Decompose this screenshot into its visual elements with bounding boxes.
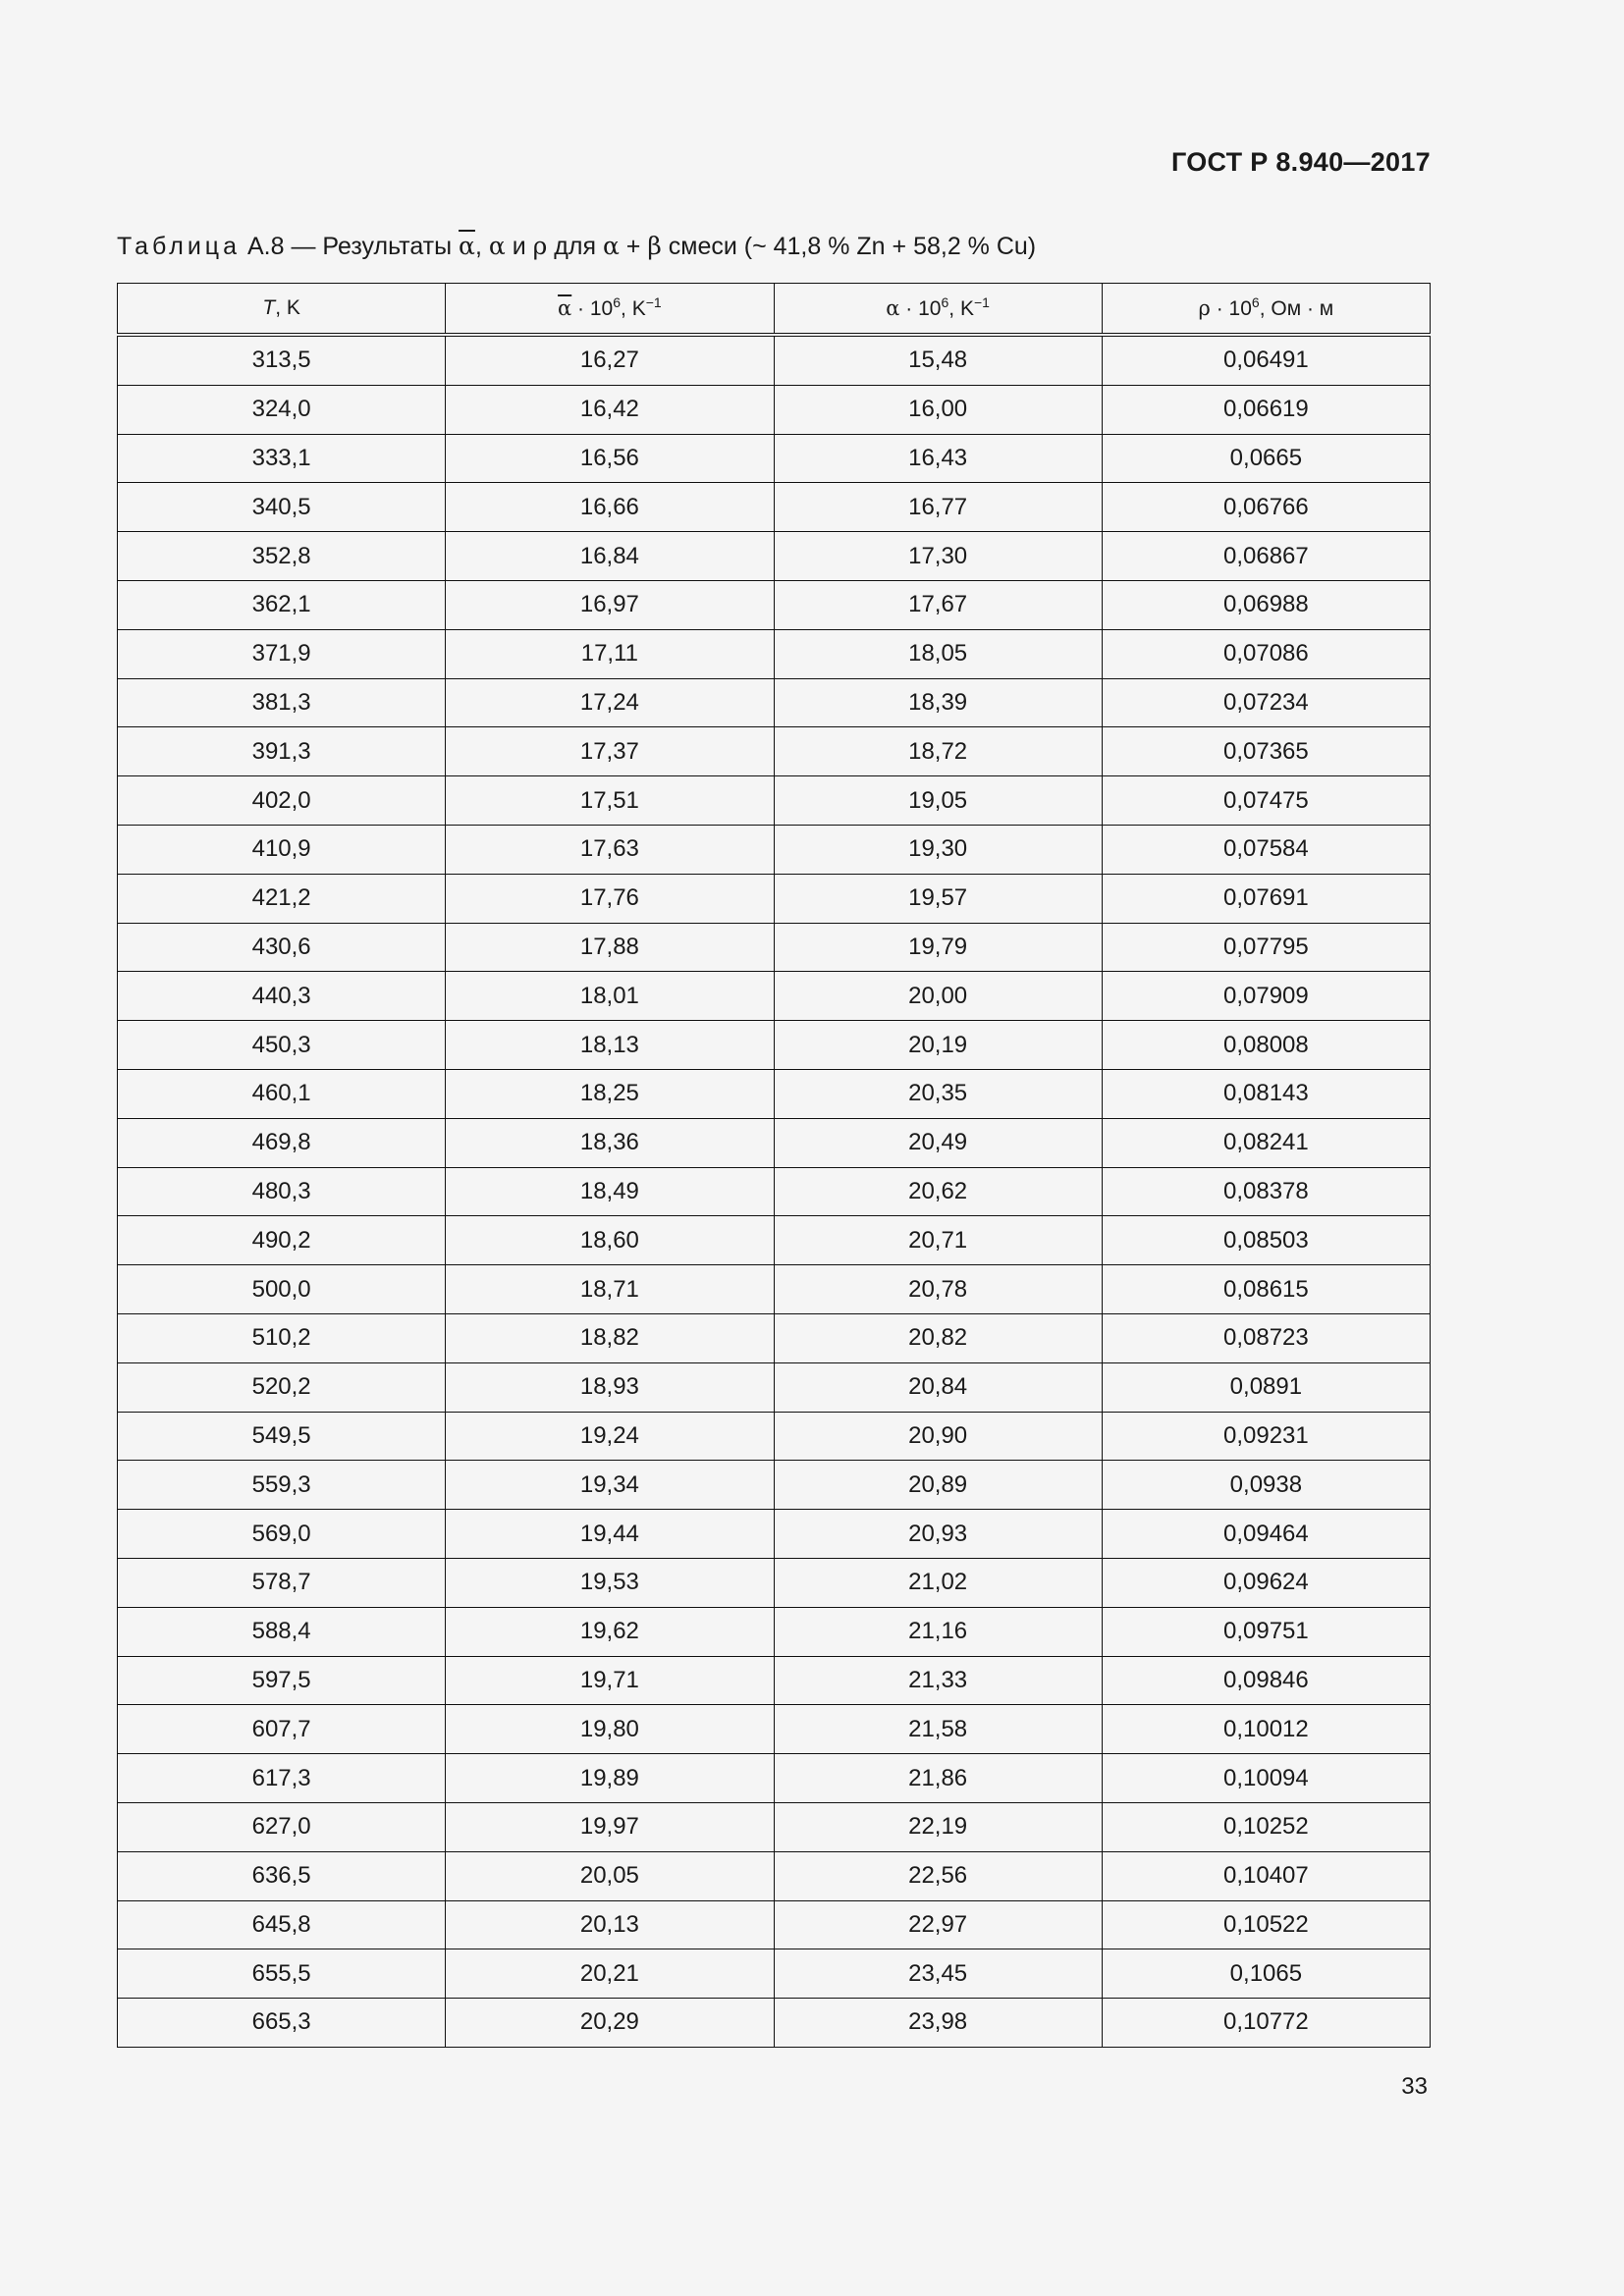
- cell-alpha: 20,62: [774, 1167, 1102, 1216]
- cell-alpha-mean: 19,89: [446, 1754, 774, 1803]
- header-alpha-mean-symbol: $\overline{\alpha}$: [558, 295, 572, 320]
- cell-alpha-mean: 19,97: [446, 1802, 774, 1851]
- table-row: [118, 1118, 1431, 1167]
- cell-alpha-mean: 17,88: [446, 923, 774, 972]
- cell-temperature: 450,3: [118, 1021, 446, 1070]
- cell-rho: 0,07365: [1102, 727, 1430, 776]
- table-row: [118, 1412, 1431, 1461]
- cell-alpha-mean: 19,62: [446, 1607, 774, 1656]
- cell-alpha: 20,35: [774, 1069, 1102, 1118]
- cell-alpha: 16,00: [774, 385, 1102, 434]
- cell-rho: 0,10252: [1102, 1802, 1430, 1851]
- page-number: 33: [1401, 2073, 1428, 2100]
- cell-temperature: 469,8: [118, 1118, 446, 1167]
- table-row: [118, 727, 1431, 776]
- cell-temperature: 352,8: [118, 532, 446, 581]
- cell-rho: 0,09846: [1102, 1656, 1430, 1705]
- table-row: [118, 483, 1431, 532]
- table-row: [118, 1313, 1431, 1362]
- cell-alpha: 22,56: [774, 1851, 1102, 1900]
- table-header-row: [118, 284, 1431, 336]
- cell-rho: 0,07234: [1102, 678, 1430, 727]
- cell-temperature: 371,9: [118, 629, 446, 678]
- cell-alpha-mean: 18,49: [446, 1167, 774, 1216]
- cell-temperature: 597,5: [118, 1656, 446, 1705]
- header-rho-symbol: ρ: [1198, 295, 1211, 320]
- cell-rho: 0,08241: [1102, 1118, 1430, 1167]
- cell-alpha-mean: 19,24: [446, 1412, 774, 1461]
- table-row: [118, 1362, 1431, 1412]
- caption-text-results: Результаты: [322, 233, 453, 260]
- cell-alpha-mean: 18,93: [446, 1362, 774, 1412]
- cell-rho: 0,09464: [1102, 1510, 1430, 1559]
- cell-alpha: 19,79: [774, 923, 1102, 972]
- cell-rho: 0,08615: [1102, 1265, 1430, 1314]
- caption-tail: смеси (~ 41,8 % Zn + 58,2 % Cu): [668, 233, 1037, 260]
- cell-rho: 0,08143: [1102, 1069, 1430, 1118]
- cell-temperature: 391,3: [118, 727, 446, 776]
- header-rho-exp: 6: [1251, 294, 1260, 310]
- header-temperature-var: T: [262, 296, 276, 319]
- cell-alpha-mean: 20,05: [446, 1851, 774, 1900]
- caption-dash: —: [291, 233, 316, 260]
- cell-alpha: 21,58: [774, 1705, 1102, 1754]
- table-row: [118, 1999, 1431, 2048]
- cell-temperature: 313,5: [118, 335, 446, 385]
- cell-alpha-mean: 16,66: [446, 483, 774, 532]
- cell-alpha-mean: 18,36: [446, 1118, 774, 1167]
- cell-rho: 0,08503: [1102, 1216, 1430, 1265]
- table-row: [118, 1900, 1431, 1949]
- cell-alpha: 20,93: [774, 1510, 1102, 1559]
- header-rho-mid: · 10: [1210, 296, 1252, 320]
- cell-temperature: 617,3: [118, 1754, 446, 1803]
- table-row: [118, 1607, 1431, 1656]
- header-alpha-mean-exp: 6: [613, 294, 622, 310]
- cell-alpha: 16,77: [774, 483, 1102, 532]
- cell-rho: 0,08723: [1102, 1313, 1430, 1362]
- cell-temperature: 588,4: [118, 1607, 446, 1656]
- cell-temperature: 510,2: [118, 1313, 446, 1362]
- header-temperature-unit: , K: [275, 296, 300, 319]
- caption-separator: ,: [474, 233, 482, 260]
- cell-alpha: 17,67: [774, 580, 1102, 629]
- cell-rho: 0,06988: [1102, 580, 1430, 629]
- table-row: [118, 1949, 1431, 1999]
- table-row: [118, 629, 1431, 678]
- cell-alpha-mean: 16,42: [446, 385, 774, 434]
- caption-alpha: α: [488, 232, 506, 260]
- cell-alpha: 21,16: [774, 1607, 1102, 1656]
- cell-rho: 0,06766: [1102, 483, 1430, 532]
- header-alpha-mean-mid: · 10: [571, 296, 614, 320]
- table-row: [118, 1802, 1431, 1851]
- table-row: [118, 532, 1431, 581]
- header-alpha: [774, 284, 1102, 336]
- table-row: [118, 335, 1431, 385]
- cell-alpha-mean: 19,34: [446, 1461, 774, 1510]
- table-row: [118, 1754, 1431, 1803]
- header-alpha-mid: · 10: [899, 296, 942, 320]
- cell-rho: 0,07691: [1102, 874, 1430, 923]
- cell-alpha: 19,05: [774, 776, 1102, 826]
- cell-alpha: 16,43: [774, 434, 1102, 483]
- cell-rho: 0,10094: [1102, 1754, 1430, 1803]
- table-row: [118, 1705, 1431, 1754]
- cell-alpha: 20,00: [774, 972, 1102, 1021]
- cell-alpha-mean: 16,56: [446, 434, 774, 483]
- caption-label: Таблица: [117, 233, 242, 260]
- table-row: [118, 1021, 1431, 1070]
- cell-alpha: 20,82: [774, 1313, 1102, 1362]
- table-caption: [117, 232, 1036, 261]
- cell-temperature: 340,5: [118, 483, 446, 532]
- cell-rho: 0,0938: [1102, 1461, 1430, 1510]
- header-alpha-exp: 6: [941, 294, 949, 310]
- caption-and: и: [512, 233, 526, 260]
- cell-alpha-mean: 16,84: [446, 532, 774, 581]
- cell-alpha: 22,97: [774, 1900, 1102, 1949]
- cell-alpha-mean: 17,63: [446, 825, 774, 874]
- cell-temperature: 578,7: [118, 1558, 446, 1607]
- cell-alpha-mean: 17,11: [446, 629, 774, 678]
- cell-temperature: 607,7: [118, 1705, 446, 1754]
- cell-alpha: 21,86: [774, 1754, 1102, 1803]
- cell-rho: 0,08378: [1102, 1167, 1430, 1216]
- cell-alpha: 20,71: [774, 1216, 1102, 1265]
- cell-rho: 0,07086: [1102, 629, 1430, 678]
- cell-rho: 0,06619: [1102, 385, 1430, 434]
- cell-alpha-mean: 18,71: [446, 1265, 774, 1314]
- cell-alpha-mean: 19,44: [446, 1510, 774, 1559]
- table-row: [118, 580, 1431, 629]
- cell-alpha: 19,30: [774, 825, 1102, 874]
- cell-rho: 0,1065: [1102, 1949, 1430, 1999]
- cell-temperature: 421,2: [118, 874, 446, 923]
- cell-alpha: 20,49: [774, 1118, 1102, 1167]
- caption-alpha-phase: α: [602, 232, 620, 260]
- header-temperature: [118, 284, 446, 336]
- cell-rho: 0,06491: [1102, 335, 1430, 385]
- cell-temperature: 520,2: [118, 1362, 446, 1412]
- cell-temperature: 645,8: [118, 1900, 446, 1949]
- cell-temperature: 490,2: [118, 1216, 446, 1265]
- cell-alpha: 18,05: [774, 629, 1102, 678]
- cell-temperature: 569,0: [118, 1510, 446, 1559]
- cell-temperature: 324,0: [118, 385, 446, 434]
- cell-alpha-mean: 16,97: [446, 580, 774, 629]
- header-alpha-unit-exp: −1: [973, 294, 990, 310]
- table-row: [118, 972, 1431, 1021]
- cell-alpha: 17,30: [774, 532, 1102, 581]
- results-table: [117, 283, 1431, 2048]
- cell-temperature: 362,1: [118, 580, 446, 629]
- cell-alpha-mean: 17,51: [446, 776, 774, 826]
- cell-alpha-mean: 18,13: [446, 1021, 774, 1070]
- cell-rho: 0,09231: [1102, 1412, 1430, 1461]
- table-row: [118, 1265, 1431, 1314]
- cell-alpha-mean: 18,60: [446, 1216, 774, 1265]
- cell-alpha-mean: 19,53: [446, 1558, 774, 1607]
- cell-alpha: 21,33: [774, 1656, 1102, 1705]
- caption-rho: ρ: [532, 232, 548, 260]
- cell-temperature: 480,3: [118, 1167, 446, 1216]
- cell-alpha-mean: 20,13: [446, 1900, 774, 1949]
- cell-alpha: 20,19: [774, 1021, 1102, 1070]
- cell-alpha: 20,78: [774, 1265, 1102, 1314]
- header-alpha-mean-unit-exp: −1: [645, 294, 662, 310]
- table-row: [118, 874, 1431, 923]
- table-row: [118, 1461, 1431, 1510]
- cell-temperature: 559,3: [118, 1461, 446, 1510]
- table-row: [118, 1558, 1431, 1607]
- header-rho-unit: , Ом · м: [1259, 296, 1334, 320]
- cell-alpha: 21,02: [774, 1558, 1102, 1607]
- header-alpha-mean-unit: , K: [621, 296, 646, 320]
- cell-rho: 0,06867: [1102, 532, 1430, 581]
- caption-plus: +: [625, 233, 641, 260]
- cell-alpha-mean: 18,82: [446, 1313, 774, 1362]
- cell-rho: 0,07475: [1102, 776, 1430, 826]
- table-row: [118, 1167, 1431, 1216]
- cell-temperature: 627,0: [118, 1802, 446, 1851]
- cell-rho: 0,08008: [1102, 1021, 1430, 1070]
- cell-alpha-mean: 18,25: [446, 1069, 774, 1118]
- cell-rho: 0,07795: [1102, 923, 1430, 972]
- cell-alpha-mean: 19,80: [446, 1705, 774, 1754]
- table-row: [118, 385, 1431, 434]
- cell-alpha: 19,57: [774, 874, 1102, 923]
- cell-alpha: 18,72: [774, 727, 1102, 776]
- cell-temperature: 636,5: [118, 1851, 446, 1900]
- table-row: [118, 678, 1431, 727]
- cell-alpha-mean: 17,37: [446, 727, 774, 776]
- cell-rho: 0,10407: [1102, 1851, 1430, 1900]
- cell-alpha: 22,19: [774, 1802, 1102, 1851]
- cell-temperature: 440,3: [118, 972, 446, 1021]
- cell-rho: 0,0665: [1102, 434, 1430, 483]
- cell-alpha-mean: 17,24: [446, 678, 774, 727]
- document-id: ГОСТ Р 8.940—2017: [1170, 147, 1431, 177]
- caption-for: для: [554, 233, 596, 260]
- table-body: [118, 335, 1431, 2047]
- header-alpha-mean: [446, 284, 774, 336]
- table-row: [118, 776, 1431, 826]
- cell-alpha: 23,98: [774, 1999, 1102, 2048]
- cell-alpha-mean: 16,27: [446, 335, 774, 385]
- cell-temperature: 410,9: [118, 825, 446, 874]
- cell-rho: 0,10522: [1102, 1900, 1430, 1949]
- cell-temperature: 549,5: [118, 1412, 446, 1461]
- table-row: [118, 1851, 1431, 1900]
- table-row: [118, 434, 1431, 483]
- cell-temperature: 665,3: [118, 1999, 446, 2048]
- cell-rho: 0,09751: [1102, 1607, 1430, 1656]
- cell-alpha: 20,90: [774, 1412, 1102, 1461]
- caption-alpha-mean: $\overline{\alpha}$: [459, 232, 475, 260]
- cell-temperature: 333,1: [118, 434, 446, 483]
- cell-temperature: 655,5: [118, 1949, 446, 1999]
- cell-alpha-mean: 20,29: [446, 1999, 774, 2048]
- header-rho: [1102, 284, 1430, 336]
- cell-temperature: 402,0: [118, 776, 446, 826]
- cell-rho: 0,0891: [1102, 1362, 1430, 1412]
- table-row: [118, 1510, 1431, 1559]
- cell-rho: 0,10772: [1102, 1999, 1430, 2048]
- header-alpha-symbol: α: [886, 295, 900, 320]
- cell-alpha: 20,84: [774, 1362, 1102, 1412]
- table-row: [118, 1069, 1431, 1118]
- cell-rho: 0,07909: [1102, 972, 1430, 1021]
- caption-number: А.8: [246, 233, 285, 260]
- cell-temperature: 381,3: [118, 678, 446, 727]
- cell-rho: 0,07584: [1102, 825, 1430, 874]
- cell-alpha-mean: 17,76: [446, 874, 774, 923]
- cell-rho: 0,09624: [1102, 1558, 1430, 1607]
- cell-alpha-mean: 20,21: [446, 1949, 774, 1999]
- cell-alpha: 23,45: [774, 1949, 1102, 1999]
- cell-temperature: 460,1: [118, 1069, 446, 1118]
- caption-beta: β: [647, 232, 662, 260]
- table-row: [118, 1656, 1431, 1705]
- table-row: [118, 825, 1431, 874]
- header-alpha-unit: , K: [948, 296, 974, 320]
- cell-alpha-mean: 19,71: [446, 1656, 774, 1705]
- cell-temperature: 430,6: [118, 923, 446, 972]
- cell-temperature: 500,0: [118, 1265, 446, 1314]
- table-row: [118, 923, 1431, 972]
- cell-rho: 0,10012: [1102, 1705, 1430, 1754]
- cell-alpha: 18,39: [774, 678, 1102, 727]
- table-row: [118, 1216, 1431, 1265]
- cell-alpha: 20,89: [774, 1461, 1102, 1510]
- cell-alpha-mean: 18,01: [446, 972, 774, 1021]
- cell-alpha: 15,48: [774, 335, 1102, 385]
